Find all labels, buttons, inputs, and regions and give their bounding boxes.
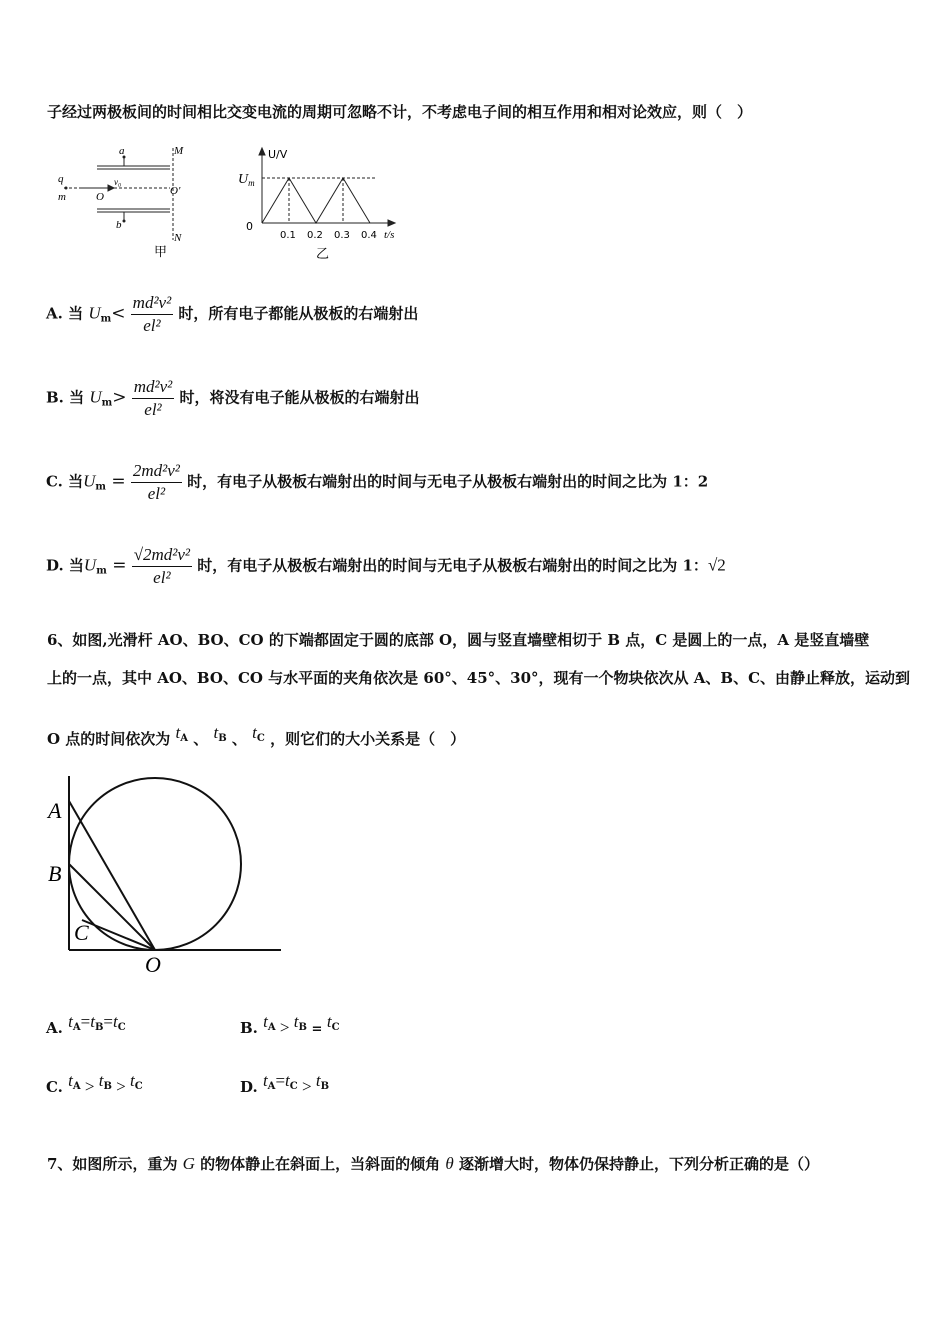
q6-line-3: O 点的时间依次为 $t^A$ 、 $t^B$ 、 $t^C$ ，则它们的大小关系是（ ）: [47, 723, 466, 748]
q6-option-d: D. $t^A=t^C > t^B$: [240, 1071, 330, 1096]
figure-voltage-graph: [232, 140, 412, 265]
option-c: C. 当$U_m$ = $\frac{\text{2md²v²}}{\text{el²}}$ 时，有电子从极板右端射出的时间与无电子从极板右端射出的时间之比为 1：2: [46, 461, 709, 503]
label-m: m: [58, 191, 66, 203]
label-b: b: [116, 219, 122, 231]
option-b: B. 当 $U_m>$ $\frac{\text{md²v²}}{\text{el²}}$ 时，将没有电子能从极板的右端射出: [46, 377, 420, 419]
caption-jia: 甲: [154, 245, 168, 260]
label-A: A: [48, 798, 62, 823]
q6-option-c: C. $t^A > t^B > t^C$: [46, 1071, 143, 1096]
caption-yi: 乙: [316, 247, 330, 262]
q6-line-2: 上的一点，其中 AO、BO、CO 与水平面的夹角依次是 60°、45°、30°，现有一个物块依次从 A、B、C、由静止释放，运动到: [47, 669, 911, 687]
label-C: C: [74, 920, 89, 945]
figure-circle-rods: [44, 770, 289, 980]
label-B: B: [48, 861, 62, 886]
label-O: O: [96, 191, 104, 203]
label-um: $U_m$: [238, 172, 255, 188]
option-d: D. 当$U_m$ = $\frac{\text{√2md²v²}}{\text{el²}}$ 时，有电子从极板右端射出的时间与无电子从极板右端射出的时间之比为 1：√2: [46, 545, 726, 587]
label-q: q: [58, 173, 64, 185]
tick-0-1: 0.1: [280, 230, 296, 241]
label-zero: 0: [246, 220, 253, 233]
option-a: A. 当 $U_m<$ $\frac{\text{md²v²}}{\text{el²}}$ 时，所有电子都能从极板的右端射出: [46, 293, 419, 335]
q7-text: 7、如图所示，重为 G 的物体静止在斜面上，当斜面的倾角 θ 逐渐增大时，物体仍保持静止，下列分析正确的是（）: [47, 1154, 819, 1173]
label-M: M: [174, 145, 184, 157]
label-v0: v₀: [114, 177, 122, 187]
label-O: O: [145, 952, 161, 977]
tick-0-3: 0.3: [334, 230, 350, 241]
q6-option-a: A. $t^A=t^B=t^C$: [46, 1012, 126, 1037]
q6-option-b: B. $t^A > t^B = t^C$: [240, 1012, 340, 1037]
figure-capacitor: [52, 140, 202, 265]
intro-line: 子经过两极板间的时间相比交变电流的周期可忽略不计，不考虑电子间的相互作用和相对论效应，则（ ）: [47, 103, 753, 121]
label-O-prime: O': [170, 185, 181, 197]
tick-0-4: 0.4: [361, 230, 377, 241]
label-N: N: [174, 232, 182, 244]
tick-0-2: 0.2: [307, 230, 323, 241]
label-a: a: [119, 145, 125, 157]
axis-label-ts: t/s: [384, 229, 395, 241]
q6-line-1: 6、如图,光滑杆 AO、BO、CO 的下端都固定于圆的底部 O，圆与竖直墙壁相切于 B 点，C 是圆上的一点，A 是竖直墙壁: [47, 631, 870, 649]
axis-label-uv: U/V: [268, 148, 288, 161]
